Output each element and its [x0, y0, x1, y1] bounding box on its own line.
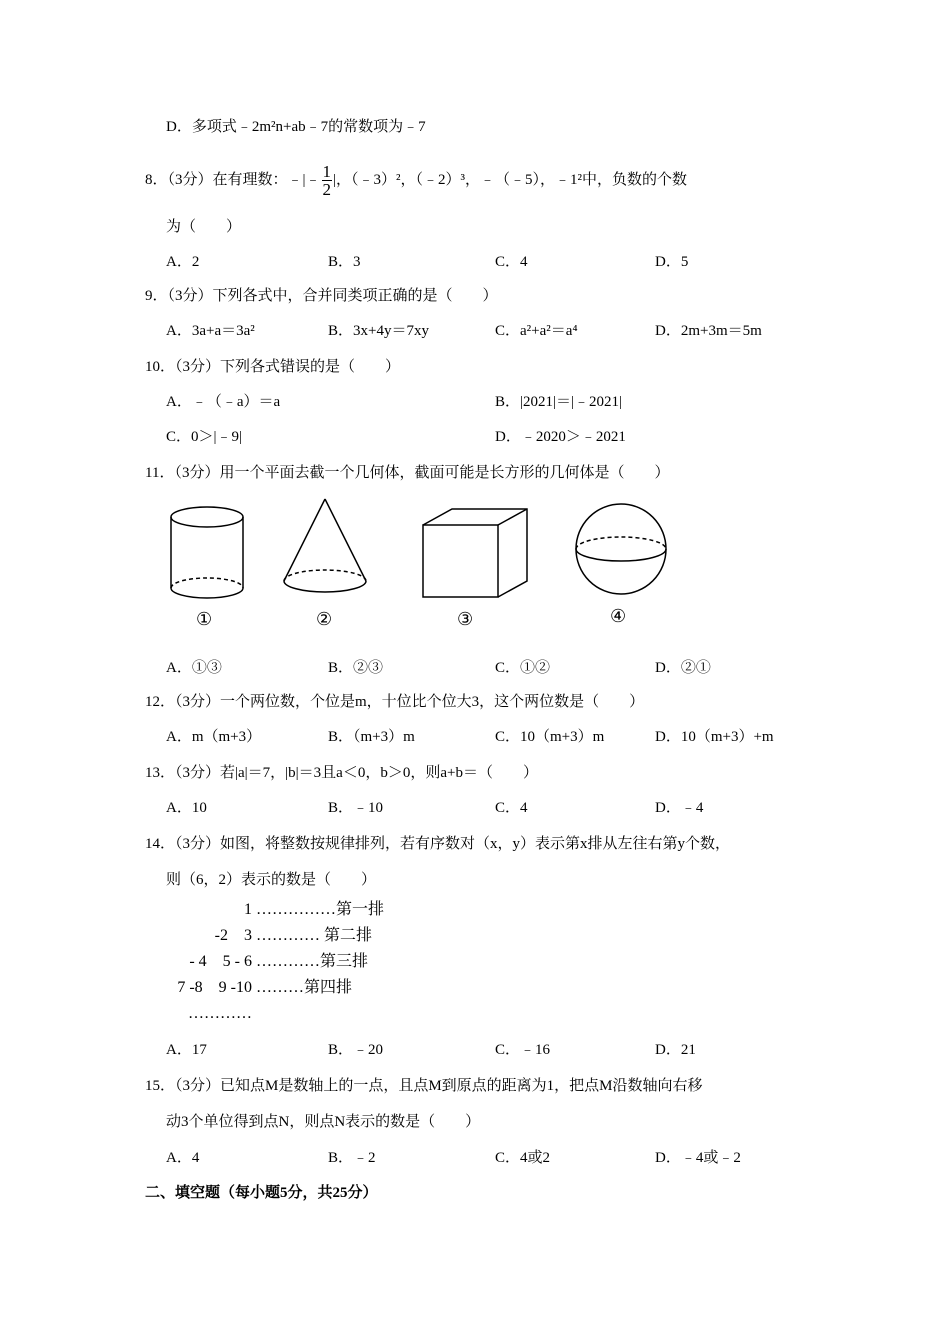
figure-label-2: ②: [316, 609, 333, 630]
q10-option-a[interactable]: A．﹣（﹣a）＝a: [166, 394, 281, 410]
q8-stem-suffix: |，（﹣3）²，（﹣2）³，﹣（﹣5），﹣1²中，负数的个数: [333, 171, 688, 188]
q10-option-c[interactable]: C．0＞|﹣9|: [166, 429, 243, 445]
q11-option-c[interactable]: C．①②: [495, 660, 551, 676]
q14-stem: 14．（3分）如图，将整数按规律排列，若有序数对（x，y）表示第x排从左往右第y个数，: [145, 836, 731, 852]
q14-stem-line2: 则（6，2）表示的数是（ ）: [166, 872, 377, 888]
q9-option-b[interactable]: B．3x+4y＝7xy: [328, 323, 429, 339]
q8-option-d[interactable]: D．5: [655, 254, 689, 270]
q8-stem: [145, 163, 687, 198]
pattern-row-4: 7 -8 9 -10 ………第四排: [177, 979, 353, 996]
pattern-row-3: - 4 5 - 6 …………第三排: [189, 953, 369, 970]
figure-label-4: ④: [610, 606, 627, 627]
q12-option-b[interactable]: B．（m+3）m: [328, 729, 415, 745]
q11-solids-figure: [160, 495, 700, 610]
q10-option-d[interactable]: D．﹣2020＞﹣2021: [495, 429, 626, 445]
q10-stem: 10．（3分）下列各式错误的是（ ）: [145, 359, 401, 375]
q12-option-c[interactable]: C．10（m+3）m: [495, 729, 605, 745]
fraction-numerator: 1: [322, 162, 332, 181]
q15-option-a[interactable]: A．4: [166, 1150, 200, 1166]
q9-stem: 9．（3分）下列各式中，合并同类项正确的是（ ）: [145, 288, 498, 304]
q8-stem-prefix: 8．（3分）在有理数：﹣|﹣: [145, 171, 321, 188]
q12-option-d[interactable]: D．10（m+3）+m: [655, 729, 774, 745]
figure-label-1: ①: [196, 609, 213, 630]
q14-option-d[interactable]: D．21: [655, 1042, 696, 1058]
q8-option-a[interactable]: A．2: [166, 254, 200, 270]
q9-option-c[interactable]: C．a²+a²＝a⁴: [495, 323, 578, 339]
q11-option-b[interactable]: B．②③: [328, 660, 384, 676]
pattern-row-1: 1 ……………第一排: [244, 901, 385, 918]
figure-label-3: ③: [457, 609, 474, 630]
q8-stem-line2: 为（ ）: [166, 219, 242, 235]
q7-option-d: D．多项式﹣2m²n+ab﹣7的常数项为﹣7: [166, 119, 426, 135]
q13-option-d[interactable]: D．﹣4: [655, 800, 704, 816]
q9-option-d[interactable]: D．2m+3m＝5m: [655, 323, 762, 339]
q11-option-a[interactable]: A．①③: [166, 660, 222, 676]
cylinder-figure: [171, 507, 243, 598]
q15-option-c[interactable]: C．4或2: [495, 1150, 551, 1166]
pattern-more: …………: [188, 1005, 252, 1022]
q12-option-a[interactable]: A．m（m+3）: [166, 729, 262, 745]
q15-option-d[interactable]: D．﹣4或﹣2: [655, 1150, 741, 1166]
fraction-denominator: 2: [322, 180, 332, 199]
q15-stem: 15．（3分）已知点M是数轴上的一点，且点M到原点的距离为1，把点M沿数轴向右移: [145, 1078, 703, 1094]
q13-option-c[interactable]: C．4: [495, 800, 528, 816]
q8-option-b[interactable]: B．3: [328, 254, 361, 270]
q14-option-b[interactable]: B．﹣20: [328, 1042, 384, 1058]
pattern-row-2: -2 3 ………… 第二排: [214, 927, 373, 944]
q15-option-b[interactable]: B．﹣2: [328, 1150, 376, 1166]
q14-number-pattern-figure: [160, 897, 384, 1027]
q13-option-b[interactable]: B．﹣10: [328, 800, 384, 816]
cube-figure: [423, 509, 527, 597]
q13-option-a[interactable]: A．10: [166, 800, 207, 816]
cone-figure: [284, 499, 366, 592]
q15-stem-line2: 动3个单位得到点N，则点N表示的数是（ ）: [166, 1114, 481, 1130]
q12-stem: 12．（3分）一个两位数，个位是m，十位比个位大3，这个两位数是（ ）: [145, 694, 645, 710]
q9-option-a[interactable]: A．3a+a＝3a²: [166, 323, 255, 339]
q11-option-d[interactable]: D．②①: [655, 660, 711, 676]
q14-option-c[interactable]: C．﹣16: [495, 1042, 551, 1058]
section-2-heading: 二、填空题（每小题5分，共25分）: [145, 1185, 378, 1201]
fraction-one-half: [322, 163, 333, 198]
q8-option-c[interactable]: C．4: [495, 254, 528, 270]
q14-option-a[interactable]: A．17: [166, 1042, 207, 1058]
q10-option-b[interactable]: B．|2021|＝|﹣2021|: [495, 394, 623, 410]
q11-stem: 11．（3分）用一个平面去截一个几何体，截面可能是长方形的几何体是（ ）: [145, 465, 670, 481]
q13-stem: 13．（3分）若|a|＝7，|b|＝3且a＜0，b＞0，则a+b＝（ ）: [145, 765, 538, 781]
sphere-figure: [576, 504, 666, 594]
